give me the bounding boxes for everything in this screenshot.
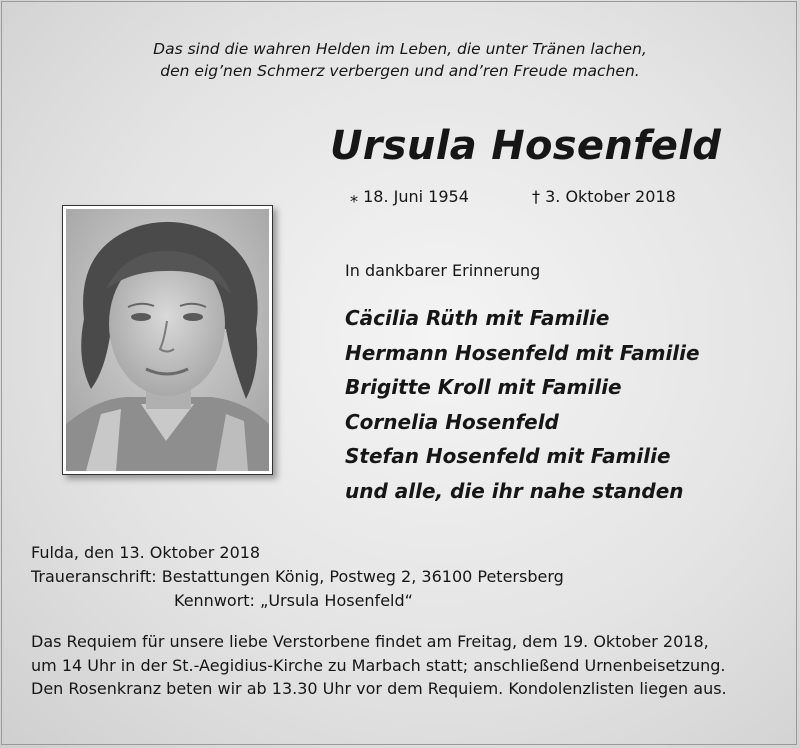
mourner-entry: Cäcilia Rüth mit Familie xyxy=(345,306,610,330)
memorial-quote xyxy=(0,38,800,82)
place-date: Fulda, den 13. Oktober 2018 xyxy=(31,543,261,562)
mourning-address: Traueranschrift: Bestattungen König, Postweg 2, 36100 Petersberg xyxy=(31,567,564,586)
mourner-entry: Brigitte Kroll mit Familie xyxy=(345,375,622,400)
deceased-name: Ursula Hosenfeld xyxy=(330,123,722,169)
gratitude-line: In dankbarer Erinnerung xyxy=(345,261,541,280)
keyword-line: Kennwort: „Ursula Hosenfeld“ xyxy=(174,591,413,610)
requiem-line-1: Das Requiem für unsere liebe Verstorbene findet am Freitag, dem 19. Oktober 2018, xyxy=(31,632,709,651)
requiem-notice xyxy=(31,630,727,701)
quote-line-2: den eig’nen Schmerz verbergen und and’ren Freude machen. xyxy=(160,62,640,80)
death-date: † 3. Oktober 2018 xyxy=(532,187,676,206)
requiem-line-2: um 14 Uhr in der St.-Aegidius-Kirche zu Marbach statt; anschließend Urnenbeisetzung. xyxy=(31,655,726,675)
mourner-entry: Cornelia Hosenfeld xyxy=(345,409,559,434)
quote-line-1: Das sind die wahren Helden im Leben, die unter Tränen lachen, xyxy=(153,40,647,58)
mourners-list xyxy=(345,301,700,509)
birth-date: ⁎ 18. Juni 1954 xyxy=(350,187,469,206)
mourner-entry: Hermann Hosenfeld mit Familie xyxy=(345,340,700,365)
portrait-photo-icon xyxy=(66,209,269,471)
mourner-entry: Stefan Hosenfeld mit Familie xyxy=(345,444,671,469)
mourner-entry: und alle, die ihr nahe standen xyxy=(345,478,684,503)
requiem-line-3: Den Rosenkranz beten wir ab 13.30 Uhr vor dem Requiem. Kondolenzlisten liegen aus. xyxy=(31,679,727,698)
portrait-photo xyxy=(62,205,273,475)
